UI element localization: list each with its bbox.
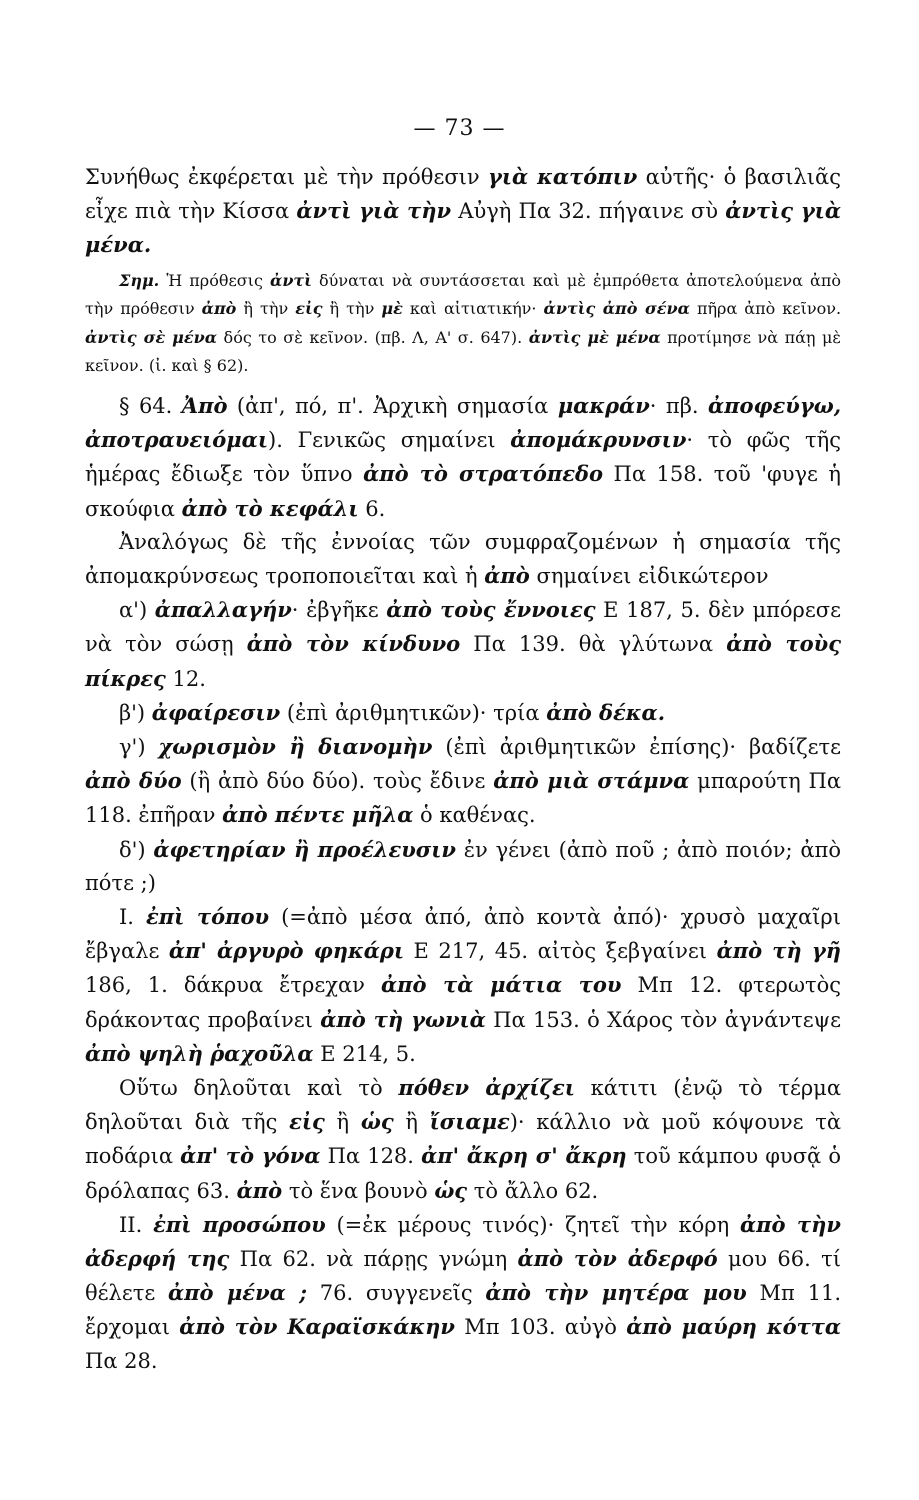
- text-run: Ἀναλόγως δὲ τῆς ἐννοίας τῶν συμφραζομένων ἡ σημασία τῆς ἀπομακρύνσεως τροποποιεῖται καὶ ἡ: [85, 529, 841, 588]
- paragraph-p2: [85, 267, 841, 381]
- text-run: ). Γενικῶς σημαίνει: [268, 428, 511, 453]
- text-run: α'): [119, 598, 155, 623]
- bold-term: ἀπὸ πέντε μῆλα: [222, 802, 414, 828]
- bold-term: ἀπὸ τὴ γῆ: [716, 938, 841, 964]
- bold-term: ἀντὶς σὲ μένα: [85, 327, 218, 347]
- text-run: σημαίνει εἰδικώτερον: [529, 564, 769, 588]
- bold-term: ἀπὸ τὸν Καραϊσκάκην: [179, 1314, 455, 1340]
- paragraph-p11: [85, 1208, 841, 1378]
- text-body: [85, 160, 841, 1378]
- text-run: Συνήθως ἐκφέρεται μὲ τὴν πρόθεσιν: [85, 165, 489, 189]
- bold-term: ἀπομάκρυνσιν: [510, 427, 687, 453]
- bold-term: ἀπὸ τὸν ἀδερφό: [517, 1246, 718, 1272]
- paragraph-p4: [85, 526, 841, 593]
- text-run: Ε 214, 5.: [313, 1041, 416, 1066]
- bold-term: ἀπὸ μιὰ στάμνα: [493, 768, 690, 794]
- text-run: Πα 158. τοῦ 'φυγε ἡ σκούφια: [85, 462, 841, 521]
- bold-term: ἀπὸ ψηλὴ ῥαχοῦλα: [85, 1040, 314, 1066]
- text-run: · τὸ φῶς τῆς ἡμέρας ἔδιωξε τὸν ὕπνο: [85, 428, 841, 487]
- text-run: (ἐπὶ ἀριθμητικῶν)· τρία: [280, 700, 547, 725]
- bold-term: ἀπὸ τοὺς πίκρες: [85, 631, 841, 691]
- bold-term: ἀντὶς ἀπὸ σένα: [543, 299, 690, 319]
- text-run: ὁ καθένας.: [413, 803, 536, 828]
- bold-term: Ἀπὸ: [181, 392, 228, 418]
- text-run: Ἡ πρόθεσις: [159, 270, 270, 290]
- text-run: Πα 139. θὰ γλύτωνα: [460, 632, 727, 657]
- bold-term: ἀπὸ μένα ;: [167, 1280, 307, 1306]
- text-run: τοῦ κάμπου φυσᾷ ὁ δρόλαπας 63.: [85, 1144, 841, 1203]
- text-run: Ε 187, 5. δὲν μπόρεσε νὰ τὸν σώσῃ: [85, 598, 841, 657]
- bold-term: ἀφετηρίαν ἢ προέλευσιν: [153, 836, 457, 862]
- text-run: Ι.: [119, 905, 147, 930]
- bold-term: ἀποφεύγω, ἀποτραυειόμαι: [85, 392, 842, 453]
- bold-term: ἴσιαμε: [429, 1109, 510, 1135]
- text-run: ἢ τὴν: [322, 299, 382, 319]
- bold-term: Σημ.: [119, 270, 160, 290]
- bold-term: ἀντὶς γιὰ μένα.: [85, 198, 841, 258]
- text-run: Πα 62. νὰ πάρῃς γνώμη: [229, 1247, 518, 1272]
- bold-term: ἀφαίρεσιν: [151, 699, 281, 725]
- text-run: · πβ.: [649, 393, 708, 418]
- bold-term: ἀπὸ τὴ γωνιὰ: [320, 1006, 486, 1032]
- paragraph-p9: [85, 900, 841, 1071]
- bold-term: ἀπὸ: [484, 563, 530, 588]
- text-run: 76. συγγενεῖς: [306, 1281, 486, 1306]
- page-number: — 73 —: [413, 116, 506, 141]
- bold-term: ἀπ' ἀργυρὸ φηκάρι: [168, 938, 405, 964]
- paragraph-p10: [85, 1071, 841, 1208]
- bold-term: ὡς: [360, 1109, 394, 1135]
- text-run: 186, 1. δάκρυα ἔτρεχαν: [85, 973, 381, 998]
- text-run: πῆρα ἀπὸ κεῖνον.: [689, 299, 842, 319]
- text-run: ἢ: [393, 1110, 430, 1135]
- text-run: κάτιτι (ἐνῷ τὸ τέρμα δηλοῦται διὰ τῆς: [85, 1076, 842, 1135]
- text-run: β'): [119, 700, 152, 725]
- bold-term: ἐπὶ προσώπου: [153, 1211, 326, 1237]
- text-run: Μπ 12. φτερωτὸς δράκοντας προβαίνει: [85, 973, 841, 1032]
- text-run: ἢ τὴν: [236, 299, 296, 319]
- paragraph-p1: [85, 160, 841, 263]
- bold-term: ὡς: [434, 1177, 468, 1203]
- bold-term: εἰς: [289, 1109, 325, 1135]
- bold-term: ἀπὸ δέκα.: [546, 699, 666, 725]
- text-run: Πα 153. ὁ Χάρος τὸν ἀγνάντεψε: [485, 1007, 842, 1032]
- bold-term: εἰς: [295, 299, 323, 319]
- text-run: Πα 128.: [320, 1144, 422, 1169]
- text-run: ἐν γένει (ἀπὸ ποῦ ; ἀπὸ ποιόν; ἀπὸ πότε ;): [85, 837, 841, 895]
- text-run: Οὕτω δηλοῦται καὶ τὸ: [119, 1076, 399, 1101]
- bold-term: ἀπὸ τὸ στρατόπεδο: [363, 461, 604, 487]
- bold-term: ἀπὸ: [201, 299, 237, 319]
- text-run: 6.: [358, 496, 386, 521]
- text-run: προτίμησε νὰ πάῃ μὲ κεῖνον. (ἰ. καὶ § 62).: [85, 327, 842, 376]
- text-run: · ἐβγῆκε: [291, 598, 387, 623]
- text-run: (=ἐκ μέρους τινός)· ζητεῖ τὴν κόρη: [325, 1212, 740, 1237]
- bold-term: ἀντὶ γιὰ τὴν: [296, 198, 452, 224]
- text-run: § 64.: [119, 393, 182, 418]
- bold-term: ἀπὸ τὰ μάτια του: [380, 972, 622, 998]
- text-run: ΙΙ.: [119, 1212, 154, 1237]
- bold-term: ἐπὶ τόπου: [146, 904, 270, 930]
- bold-term: γιὰ κατόπιν: [488, 164, 638, 189]
- text-run: Ε 217, 45. αἰτὸς ξεβγαίνει: [404, 939, 717, 964]
- text-run: γ'): [119, 735, 159, 760]
- paragraph-p5: [85, 593, 841, 696]
- text-run: δ'): [119, 837, 154, 862]
- text-run: Πα 28.: [85, 1348, 158, 1373]
- text-run: καὶ αἰτιατικήν·: [402, 299, 544, 319]
- bold-term: ἀπὸ δύο: [85, 768, 182, 794]
- text-run: (ἐπὶ ἀριθμητικῶν ἐπίσης)· βαδίζετε: [432, 735, 841, 760]
- paragraph-p6: [85, 696, 841, 730]
- bold-term: ἀπαλλαγήν: [154, 597, 292, 623]
- text-run: ἢ: [324, 1110, 361, 1135]
- bold-term: ἀπὸ τὸν κίνδυνο: [246, 631, 461, 657]
- paragraph-p7: [85, 730, 841, 833]
- bold-term: ἀπὸ τοὺς ἔννοιες: [386, 597, 596, 623]
- bold-term: πόθεν ἀρχίζει: [398, 1075, 575, 1101]
- text-run: μπαρούτη Πα 118. ἐπῆραν: [85, 769, 841, 828]
- text-run: Αὐγὴ Πα 32. πήγαινε σὺ: [451, 199, 726, 224]
- paragraph-p8: [85, 833, 841, 900]
- text-run: δός το σὲ κεῖνον. (πβ. Λ, Α' σ. 647).: [217, 327, 529, 347]
- bold-term: ἀπὸ τὴν ἀδερφή της: [85, 1211, 841, 1272]
- text-run: τὸ ἕνα βουνὸ: [282, 1178, 435, 1203]
- bold-term: ἀντὶ: [270, 270, 312, 290]
- text-run: τὸ ἄλλο 62.: [467, 1178, 599, 1203]
- bold-term: ἀπ' ἄκρη σ' ἄκρη: [421, 1143, 627, 1169]
- text-run: 12.: [165, 666, 206, 691]
- text-run: αὐτῆς· ὁ βασιλιᾶς εἶχε πιὰ τὴν Κίσσα: [85, 165, 841, 224]
- bold-term: ἀπὸ τὸ κεφάλι: [181, 495, 359, 521]
- bold-term: ἀπ' τὸ γόνα: [180, 1143, 321, 1169]
- text-run: Μπ 103. αὐγὸ: [454, 1315, 627, 1340]
- bold-term: χωρισμὸν ἢ διανομὴν: [158, 734, 433, 760]
- text-run: Μπ 11. ἔρχομαι: [85, 1281, 841, 1340]
- text-run: μου 66. τί θέλετε: [85, 1247, 841, 1306]
- bold-term: ἀπὸ τὴν μητέρα μου: [485, 1280, 747, 1306]
- bold-term: ἀντὶς μὲ μένα: [528, 327, 661, 347]
- text-run: (ἢ ἀπὸ δύο δύο). τοὺς ἔδινε: [181, 769, 494, 794]
- text-run: δύναται νὰ συντάσσεται καὶ μὲ ἐμπρόθετα ἀποτελούμενα ἀπὸ τὴν πρόθεσιν: [85, 270, 841, 319]
- text-run: (=ἀπὸ μέσα ἀπό, ἀπὸ κοντὰ ἀπό)· χρυσὸ μαχαῖρι ἔβγαλε: [85, 905, 841, 964]
- text-run: )· κάλλιο νὰ μοῦ κόψουνε τὰ ποδάρια: [85, 1110, 842, 1169]
- bold-term: μὲ: [381, 299, 403, 319]
- bold-term: ἀπὸ μαύρη κόττα: [626, 1314, 841, 1340]
- paragraph-p3: [85, 389, 841, 526]
- text-run: (ἀπ', πό, π'. Ἀρχικὴ σημασία: [227, 393, 558, 418]
- bold-term: μακράν: [557, 392, 650, 418]
- bold-term: ἀπὸ: [236, 1177, 283, 1203]
